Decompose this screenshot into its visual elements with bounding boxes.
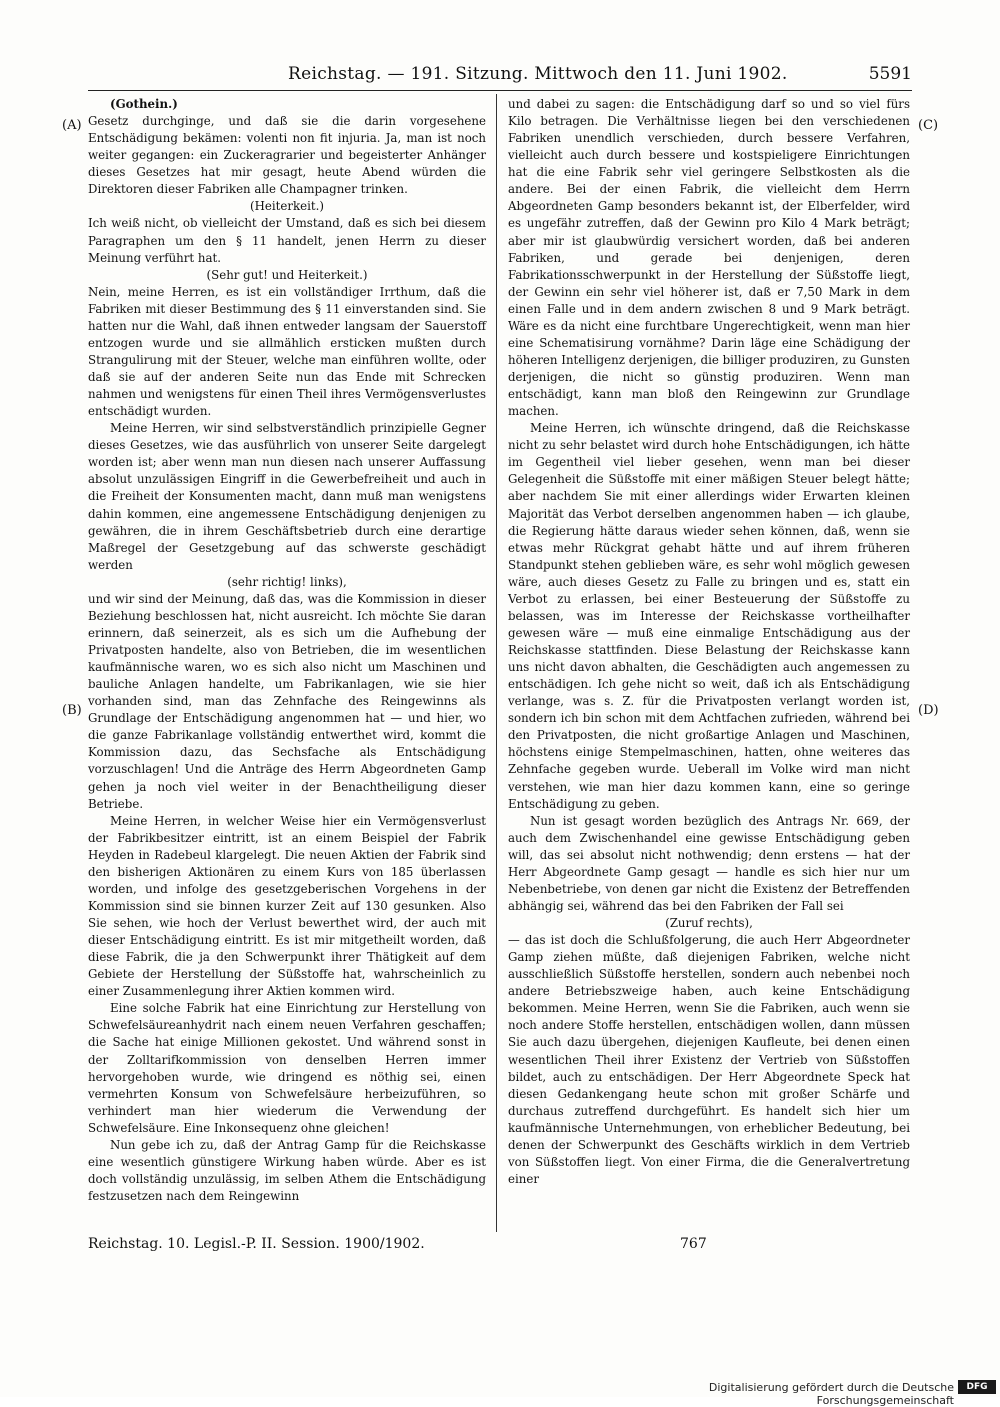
margin-marker-d: (D) [918, 703, 939, 718]
paragraph: und wir sind der Meinung, daß das, was die Kommission in dieser Beziehung beschlossen hat, nicht ausreicht. Ich möchte Sie daran erinnern, daß seinerzeit, als es sich um die Aufhebung der Privatposten handelte, also von Betrieben, die im wesentlichen kaufmännische waren, wo es sich also nicht um Maschinen und bauliche Anlagen handelte, um Fabrikanlagen, wie sie hier vorhanden sind, man das Zehnfache des Reingewinns als Grundlage der Entschädigung angenommen hat — und hier, wo die ganze Fabrikanlage vollständig entwerthet wird, kommt die Kommission dazu, das Sechsfache als Entschädigung vorzuschlagen! Und die Anträge des Herrn Abgeordneten Gamp gehen ja noch viel weiter in der Benachtheiligung dieser Betriebe. [88, 591, 486, 811]
paragraph: Eine solche Fabrik hat eine Einrichtung zur Herstellung von Schwefelsäureanhydrit nach einem neuen Verfahren geschaffen; die Sache hat einige Millionen gekostet. Und während sonst in der Zolltarifkommission von denselben Herren immer hervorgehoben wurde, wie dringend es nöthig sei, einen vermehrten Konsum von Schwefelsäure herbeizuführen, so verhindert man hier wiederum die Verwendung der Schwefelsäure. Eine Inkonsequenz ohne gleichen! [88, 1001, 486, 1135]
margin-marker-c: (C) [918, 118, 939, 133]
paragraph: — das ist doch die Schlußfolgerung, die auch Herr Abgeordneter Gamp ziehen müßte, daß diejenigen Fabriken, welche nicht ausschließlich Süßstoffe herstellen, sondern auch nebenbei noch andere Betriebszweige haben, auch keine Entschädigung bekommen. Meine Herren, wenn Sie die Fabriken, auch wenn sie noch andere Stoffe herstellen, entschädigen wollen, dann müssen Sie auch dazu übergehen, diejenigen Kaufleute, bei denen einen wesentlichen Theil ihrer Existenz der Vertrieb von Süßstoffen bildet, auch zu entschädigen. Der Herr Abgeordnete Speck hat diesen Gedankengang heute schon mit großer Schärfe und durchaus zutreffend durchgeführt. Es handelt sich hier um kaufmännische Unternehmungen, von erheblicher Bedeutung, bei denen der Schwerpunkt des Geschäfts wirklich in dem Vertrieb von Süßstoffen liegt. Von einer Firma, die die Generalvertretung einer [508, 933, 910, 1186]
paragraph: Ich weiß nicht, ob vielleicht der Umstand, daß es sich bei diesem Paragraphen um den § 11 handelt, jenen Herrn zu dieser Meinung verführt hat. [88, 216, 486, 265]
footer-sheet-number: 767 [680, 1236, 707, 1252]
paragraph: Nein, meine Herren, es ist ein vollständiger Irrthum, daß die Fabriken mit dieser Bestimmung des § 11 einverstanden sind. Sie hatten nur die Wahl, daß ihnen entweder langsam der Sauerstoff entzogen wurde und sie allmählich ersticken mußten durch Strangulirung mit der Steuer, welche man einführen wollte, oder daß sie auf der anderen Seite nun das Ende mit Schrecken nahmen und wenigstens für einen Theil ihres Vermögensverlustes entschädigt wurden. [88, 284, 486, 419]
digitization-note [600, 1378, 1000, 1407]
paragraph: Gesetz durchginge, und daß sie die darin vorgesehene Entschädigung bekämen: volenti non fit injuria. Ja, man ist noch weiter gegangen: ein Zuckeragrarier und begeisterter Anhänger dieses Gesetzes hat mir gesagt, heute Abend würden die Direktoren dieser Fabriken alle Champagner trinken. [88, 114, 486, 197]
paragraph: Meine Herren, in welcher Weise hier ein Vermögensverlust der Fabrikbesitzer eintritt, ist an einem Beispiel der Fabrik Heyden in Radebeul klargelegt. Die neuen Aktien der Fabrik sind den bisherigen Aktionären zu einem Kurs von 185 überlassen worden, und infolge des gesetzgeberischen Vorgehens in der Kommission sind sie binnen kurzer Zeit auf 130 gesunken. Also Sie sehen, wie hoch der Verlust bewerthet wird, der auch mit dieser Entschädigung eintritt. Es ist mir mitgetheilt worden, daß diese Fabrik, die ja den Schwerpunkt ihrer Thätigkeit auf dem Gebiete der Herstellung der Süßstoffe hat, wahrscheinlich zu einer Zusammenlegung ihrer Aktien kommen wird. [88, 813, 486, 999]
right-column [508, 96, 910, 1188]
interjection: (Zuruf rechts), [665, 916, 753, 930]
interjection: (sehr richtig! links), [227, 574, 347, 589]
speaker-name: (Gothein.) [110, 97, 178, 111]
running-header [88, 62, 912, 88]
running-title: Reichstag. — 191. Sitzung. Mittwoch den 11. Juni 1902. [288, 64, 788, 84]
dfg-logo: DFG [958, 1380, 996, 1394]
margin-marker-a: (A) [62, 118, 82, 133]
paragraph: Nun gebe ich zu, daß der Antrag Gamp für die Reichskasse eine wesentlich günstigere Wirkung haben würde. Aber es ist doch vollständig unzulässig, im selben Athem die Entschädigung festzusetzen nach dem Reingewinn [88, 1137, 486, 1203]
paragraph: Meine Herren, wir sind selbstverständlich prinzipielle Gegner dieses Gesetzes, wie das ausführlich von unserer Seite dargelegt worden ist; aber wenn man nun diesen nach unserer Auffassung absolut unzulässigen Eingriff in die Gewerbefreiheit und auch in die Freiheit der Konsumenten macht, dann muß man wenigstens dahin kommen, eine angemessene Entschädigung denjenigen zu gewähren, die in ihrem Geschäftsbetrieb durch eine derartige Maßregel der Gesetzgebung auf das schwerste geschädigt werden [88, 421, 486, 572]
page-number: 5591 [868, 64, 912, 84]
interjection: (Heiterkeit.) [249, 199, 324, 214]
digitization-text: Digitalisierung gefördert durch die Deutsche Forschungsgemeinschaft [708, 1381, 954, 1407]
margin-marker-b: (B) [62, 703, 82, 718]
paragraph: und dabei zu sagen: die Entschädigung darf so und so viel fürs Kilo betragen. Die Verhältnisse liegen bei den verschiedenen Fabriken unendlich verschieden, durch bessere Verfahren, vielleicht auch durch bessere und kostspieligere Einrichtungen hat die eine Fabrik sehr viel geringere Selbstkosten als die andere. Bei der einen Fabrik, die vielleicht dem Herrn Abgeordneten Gamp besonders bekannt ist, der Elberfelder, wird es ungefähr zutreffen, daß der Gewinn pro Kilo 4 Mark beträgt; aber mir ist glaubwürdig versichert worden, daß bei anderen Fabriken, und gerade bei denjenigen, deren Fabrikationsschwerpunkt in der Herstellung der Süßstoffe liegt, der Gewinn ein sehr viel höherer ist, daß er 7,50 Mark in dem einen Falle und in dem andern zwischen 8 und 9 Mark beträgt. Wäre es da nicht eine furchtbare Ungerechtigkeit, wenn man hier eine Schematisirung vornähme? Darin läge eine Schädigung der höheren Intelligenz derjenigen, die billiger produziren, zu Gunsten derjenigen, die nicht so günstig produziren. Wenn man entschädigt, kann man bloß den Reingewinn zur Grundlage machen. [508, 97, 910, 419]
paragraph: Nun ist gesagt worden bezüglich des Antrags Nr. 669, der auch dem Zwischenhandel eine gewisse Entschädigung geben will, das sei absolut nicht nothwendig; denn erstens — hat der Herr Abgeordnete Gamp gesagt — handle es sich hier nur um Nebenbetriebe, von denen gar nicht die Existenz der Betreffenden abhängig sei, während das bei den Fabriken der Fall sei [508, 813, 910, 913]
footer-imprint: Reichstag. 10. Legisl.-P. II. Session. 1900/1902. [88, 1236, 425, 1252]
column-divider [496, 94, 497, 1232]
header-rule [88, 90, 912, 91]
paragraph: Meine Herren, ich wünschte dringend, daß die Reichskasse nicht zu sehr belastet wird durch hohe Entschädigungen, ich hätte im Gegentheil viel lieber gesehen, wenn man bei dieser Gelegenheit die Süßstoffe mit einer mäßigen Steuer belegt hätte; aber nachdem Sie mit einer allerdings wider Erwarten kleinen Majorität das Verbot derselben angenommen haben — ich glaube, die Regierung hätte daraus wieder sehen können, daß, wenn sie etwas mehr Rückgrat gehabt hätte und auf ihrem früheren Standpunkt stehen geblieben wäre, es sehr wohl möglich gewesen wäre, auch dieses Gesetz zu Falle zu bringen und es, statt ein Verbot zu erlassen, bei einer Besteuerung der Süßstoffe zu belassen, was im Interesse der Reichskasse vortheilhafter gewesen wäre — muß eine einmalige Entschädigung aus der Reichskasse stattfinden. Diese Belastung der Reichskasse kann uns nicht davon abhalten, die Geschädigten auch angemessen zu entschädigen. Ich gehe nicht so weit, daß ich als Entschädigung verlange, was s. Z. für die Privatposten verlangt worden ist, sondern ich bin schon mit dem Achtfachen zufrieden, während bei den Privatposten, die nicht großartige Anlagen und Maschinen, höchstens einige Stempelmaschinen, hatten, ohne weiteres das Zehnfache gegeben wurde. Ueberall im Volke wird man nicht verstehen, wie man hier dazu kommen kann, eine so geringe Entschädigung zu geben. [508, 421, 910, 811]
interjection: (Sehr gut! und Heiterkeit.) [206, 267, 368, 282]
left-column [88, 96, 486, 1205]
